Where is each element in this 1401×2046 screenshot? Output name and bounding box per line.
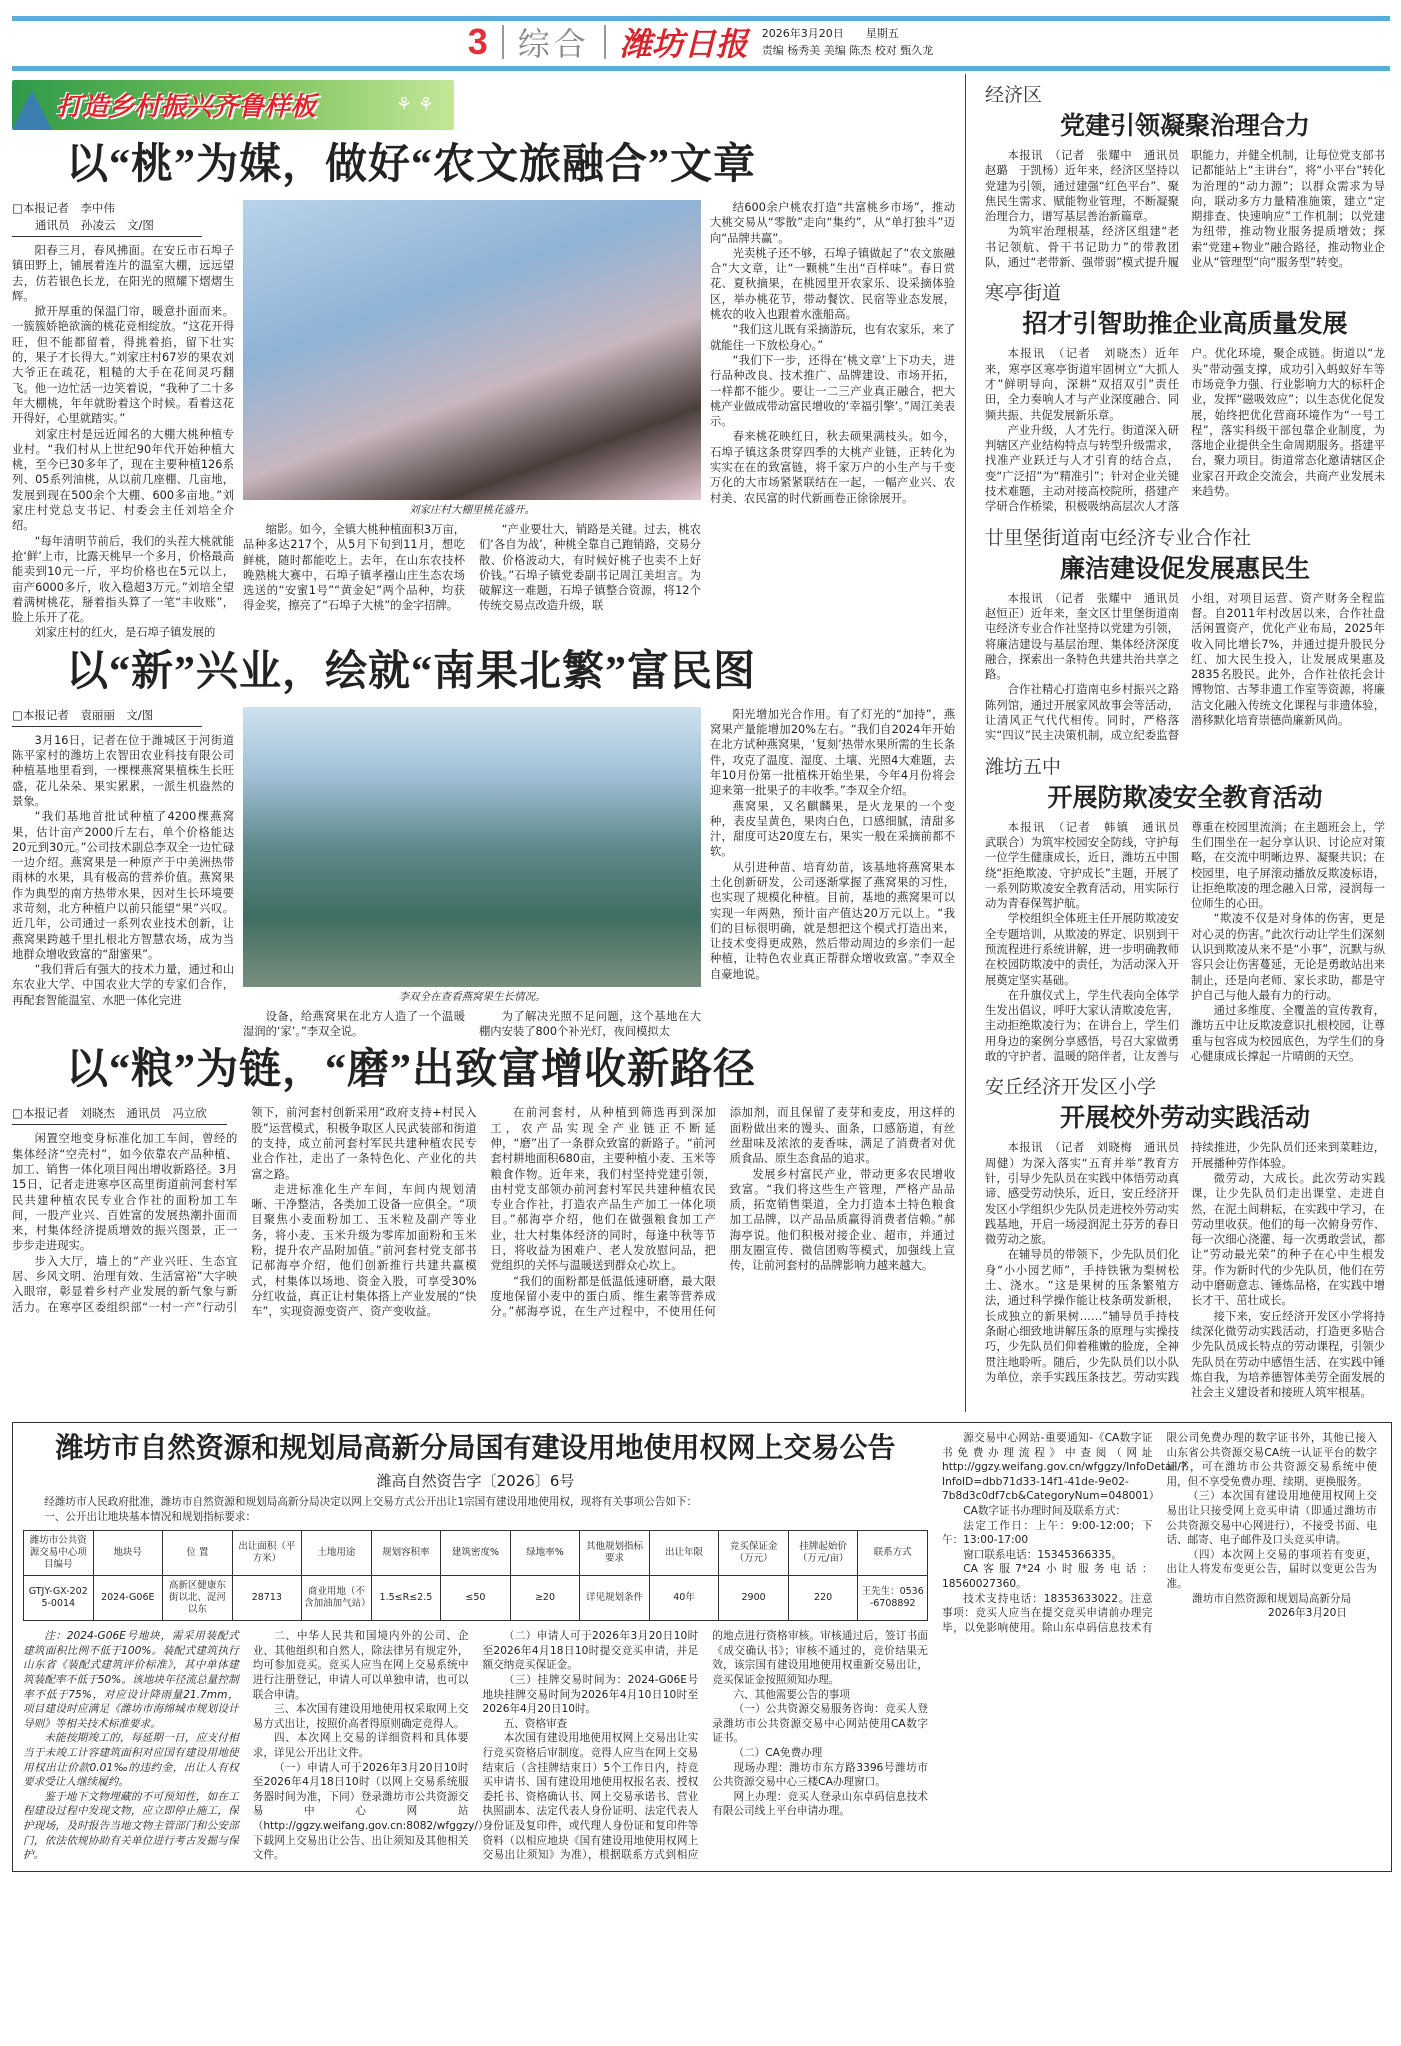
paragraph: 本报讯 （记者 张耀中 通讯员 赵恒正）近年来，奎文区廿里堡街道南屯经济专业合作社坚持以党建为引领，将廉洁建设与基层治理、集体经济深度融合，探索出一条特色共建共治共享之路。 bbox=[985, 591, 1191, 682]
news-headline: 党建引领凝聚治理合力 bbox=[1059, 111, 1310, 140]
paragraph: 燕窝果，又名麒麟果，是火龙果的一个变种，表皮呈黄色，果肉白色，口感细腻，清甜多汁，甜度可达20度左右，果实一般在采摘前都不软。 bbox=[710, 799, 955, 859]
banner-title: 打造乡村振兴齐鲁样板 bbox=[56, 92, 317, 122]
section-name: 综合 bbox=[517, 25, 590, 63]
table-header: 出让年限 bbox=[649, 1531, 719, 1576]
paragraph: 网上办理：竞买人登录山东卓码信息技术有限公司线上平台申请办理。 bbox=[712, 1790, 928, 1818]
article1-headline: 以“桃”为媒，做好“农文旅融合”文章 bbox=[66, 142, 757, 188]
announcement-title: 潍坊市自然资源和规划局高新分局国有建设用地使用权网上交易公告 bbox=[55, 1433, 896, 1464]
table-header: 地块号 bbox=[93, 1531, 163, 1576]
paragraph: “我们下一步，还得在‘桃文章’上下功夫，进行品种改良、技术推广、品牌建设、市场开拓，一样都不能少。要让一二三产业真正融合，把大桃产业做成带动富民增收的‘幸福引擎’。”周江美表示。 bbox=[710, 353, 955, 429]
table-cell: 商业用地（不含加油加气站） bbox=[302, 1576, 372, 1621]
paragraph: 阳光增加光合作用。有了灯光的“加持”，燕窝果产量能增加20%左右。“我们自2024年开始在北方试种燕窝果，‘复刻’热带水果所需的生长条件，攻克了温度、湿度、土壤、光照4大难题，去年10月份第一批植株开始坐果，今年4月份将会迎来第一批果子的丰收季。”李双全介绍。 bbox=[710, 707, 955, 798]
paragraph: 为筑牢治理根基，经济区组建“老书记领航、骨干书记助力”的带教团队，通过“老带新、强带弱”模式提升履职能力，并健全机制，让每位党支部书记都能站上“主讲台”，将“小平台”转化为治理的“动力源”；以群众需求为导向，联动多方力量精准施策，建立“定期排查、快速响应”工作机制；以党建为纽带，推动物业服务提质增效；探索“党建+物业”融合路径，推动物业企业从“管理型”向“服务型”转变。 bbox=[985, 149, 1385, 270]
news-kicker: 廿里堡街道南屯经济专业合作社 bbox=[985, 527, 1252, 549]
paragraph: 源交易中心网站-重要通知-《CA数字证书免费办理流程》中查阅（网址http://ggzy.weifang.gov.cn/wfggzy/InfoDetail/?InfoID=dbb71d33-14f1-41de-9e02-7b8d3c0df7cb&CategoryNum=048001） bbox=[942, 1432, 1187, 1503]
paragraph: “欺凌不仅是对身体的伤害，更是对心灵的伤害。”此次行动让学生们深刻认识到欺凌从来不是“小事”，沉默与纵容只会让伤害蔓延，无论是勇敢站出来制止，还是向老师、家长求助，都是守护自己与他人最有力的行动。 bbox=[1191, 912, 1385, 1002]
announcement-signature: 潍坊市自然资源和规划局高新分局 bbox=[1192, 1592, 1352, 1605]
article1-col1 bbox=[12, 200, 234, 641]
paragraph: 法定工作日：上午：9:00-12:00；下午：13:00-17:00 bbox=[942, 1519, 1153, 1547]
paragraph: “我们基地首批试种植了4200棵燕窝果，估计亩产2000斤左右，单个价格能达20元到30元。”公司技术副总李双全一边忙碌一边介绍。燕窝果是一种原产于中美洲热带雨林的水果，具有极高的营养价值。燕窝果作为典型的南方热带水果，因对生长环境要求苛刻，北方种植户以前只能望“果”兴叹。近几年，公司通过一系列农业技术创新，让燕窝果跨越千里扎根北方智慧农场，成为当地群众增收致富的“甜蜜果”。 bbox=[12, 810, 234, 961]
paragraph: 缩影。如今，全镇大桃种植面积3万亩，品种多达217个，从5月下旬到11月，想吃鲜桃，随时都能吃上。去年，在山东农技杯晚熟桃大赛中，石埠子镇孝襁山庄生态农场选送的“安蜜1号”“黄金妃”两个品种，均获得金奖，擦亮了“石埠子大桃”的金字招牌。 bbox=[243, 523, 465, 613]
paragraph: 本报讯 （记者 韩镇 通讯员 武联合）为筑牢校园安全防线，守护每一位学生健康成长，近日，潍坊五中围绕“拒绝欺凌、守护成长”主题，开展了一系列防欺凌安全教育活动，用实际行动为青春保驾护航。 bbox=[985, 820, 1191, 911]
news-kicker: 经济区 bbox=[985, 85, 1043, 106]
paragraph: 四、本次网上交易的详细资料和具体要求，详见公开出让文件。 bbox=[252, 1732, 469, 1759]
news-headline: 招才引智助推企业高质量发展 bbox=[1022, 309, 1348, 339]
column-divider bbox=[965, 74, 966, 1412]
news-headline: 廉洁建设促发展惠民生 bbox=[1059, 553, 1310, 583]
news-kicker: 潍坊五中 bbox=[985, 756, 1062, 778]
byline: □本报记者 袁丽丽 文/图 bbox=[12, 707, 202, 727]
paragraph: （二）CA免费办理 bbox=[733, 1746, 823, 1759]
paragraph: 通过多维度、全覆盖的宣传教育，潍坊五中让反欺凌意识扎根校园，让尊重与包容成为校园底色，为学生们的身心健康成长撑起一片晴朗的天空。 bbox=[1191, 1004, 1385, 1064]
paragraph: 技术支持电话：18353633022。注意事项：竞买人应当在提交竞买申请前办理完毕，以免影响使用。除山东卓码信息技术有限公司免费办理的数字证书外，其他已接入山东省公共资源交易CA统一认证平台的数字证书，可在潍坊市公共资源交易系统中使用，但不享受免费办理、续期、更换服务。 bbox=[942, 1432, 1377, 1634]
paragraph: （一）申请人可于2026年3月20日10时至2026年4月18日10时（以网上交易系统服务器时间为准，下同）登录潍坊市公共资源交易中心网站（http://ggzy.weifang.gov.cn:8082/wfggzy/）下载网上交易出让公告、出让须知及其他相关文件。 bbox=[252, 1761, 489, 1862]
news-headline: 开展校外劳动实践活动 bbox=[1059, 1103, 1310, 1133]
paragraph: CA数字证书办理时间及联系方式： bbox=[963, 1504, 1127, 1517]
paragraph: “产业要壮大，销路是关键。过去，桃农们‘各自为战’，种桃全靠自己跑销路，交易分散、价格波动大，有时候好桃子也卖不上好价钱。”石埠子镇党委副书记周江美坦言。为破解这一难题，石埠子镇整合资源，将12个传统交易点改造升级，联 bbox=[479, 523, 701, 613]
bottom-rule bbox=[12, 66, 1390, 71]
article2-col4 bbox=[710, 707, 955, 982]
page-number: 3 bbox=[467, 21, 488, 62]
editor-credits: 责编 杨秀美 美编 陈杰 校对 甄久龙 bbox=[761, 44, 934, 57]
article2-photo-block bbox=[243, 707, 701, 1040]
paragraph: 本次国有建设用地使用权网上交易出让实行竞买资格后审制度。竞得人应当在网上交易结束后（含挂牌结束日）5个工作日内，持竞买申请书、国有建设用地使用权报名表、授权委托书、资格确认书、网上交易承诺书、营业执照副本、法定代表人身份证明、法定代表人身份证及复印件，或代理人身份证和复印件等资料（以相应地块《国有建设用地使用权网上交易出让须知》为准），根据联系方式到相应的地点进行资格审核。审核通过后，签订书面《成交确认书》；审核不通过的，竞价结果无效，该宗国有建设用地使用权重新交易出让，竞买保证金按照须知办理。 bbox=[482, 1630, 928, 1862]
issue-meta bbox=[762, 25, 933, 59]
article2-headline: 以“新”兴业，绘就“南果北繁”富民图 bbox=[66, 648, 757, 695]
article2-col1 bbox=[12, 707, 234, 1008]
mountain-icon bbox=[12, 90, 52, 130]
announcement-intro bbox=[23, 1495, 928, 1524]
paragraph: 刘家庄村是远近闻名的大棚大桃种植专业村。“我们村从上世纪90年代开始种植大桃，至今已30多年了，现在主要种植126系列、05系列油桃，从以前几座棚、几亩地，发展到现在500余个大棚、600多亩地。”刘家庄村党总支书记、村委会主任刘培全介绍。 bbox=[12, 427, 234, 533]
paragraph: （三）挂牌交易时间为：2024-G06E号地块挂牌交易时间为2026年4月10日10时至2026年4月20日10时。 bbox=[482, 1673, 699, 1716]
greenhouse-photo bbox=[243, 707, 701, 987]
article1-col3 bbox=[479, 522, 701, 614]
table-cell: 220 bbox=[788, 1576, 858, 1621]
article3-headline: 以“粮”为链，“磨”出致富增收新路径 bbox=[66, 1047, 757, 1094]
paragraph: CA客服7*24小时服务电话：18560027360。 bbox=[942, 1563, 1153, 1590]
paragraph: “每年清明节前后，我们的头茬大桃就能抢‘鲜’上市，比露天桃早一个多月，价格最高能卖到10元一斤，平均价格也在5元以上，亩产6000多斤，收入稳超3万元。”刘培全望着满树桃花，掰着指头算了一笔“丰收账”，脸上乐开了花。 bbox=[12, 534, 234, 625]
right-news-column bbox=[985, 84, 1385, 1412]
byline: □本报记者 刘晓杰 通讯员 冯立欣 bbox=[12, 1105, 227, 1125]
announcement-main bbox=[23, 1431, 928, 1863]
article1-col4 bbox=[710, 200, 955, 506]
article1-photo-block bbox=[243, 200, 701, 614]
paragraph: 在前河套村，从种植到筛选再到深加工，农产品实现全产业链正不断延伸，“磨”出了一条群众致富的新路子。“前河套村耕地面积680亩，主要种植小麦、玉米等粮食作物。近年来，我们村坚持党建引领，由村党支部领办前河套村军民共建种植农民专业合作社，打造农产品生产加工一体化项目。”郝海亭介绍，他们在做强粮食加工产业，壮大村集体经济的同时，每逢中秋等节日，将收益为困难户、老人发放慰问品，把党组织的关怀与温暖送到群众心坎上。 bbox=[490, 1106, 716, 1273]
paragraph: 本报讯 （记者 刘晓杰）近年来，寒亭区寒亭街道牢固树立“大抓人才”鲜明导向，深耕“双招双引”责任田，全力奏响人才与产业深度融合、同频共振、共促发展新乐章。 bbox=[985, 347, 1179, 422]
brief-news-item bbox=[985, 1076, 1385, 1400]
paragraph: （四）本次网上交易的事项若有变更，出让人将发布变更公告，届时以变更公告为准。 bbox=[1166, 1548, 1377, 1590]
table-cell: ≥20 bbox=[510, 1576, 580, 1621]
paragraph: 为了解决光照不足问题，这个基地在大棚内安装了800个补光灯，夜间模拟太 bbox=[479, 1009, 701, 1039]
news-kicker: 寒亭街道 bbox=[985, 283, 1062, 305]
table-cell: 40年 bbox=[649, 1576, 719, 1621]
paragraph: “我们背后有强大的技术力量，通过和山东农业大学、中国农业大学的专家们合作，再配套智能温室、水肥一体化完进 bbox=[12, 963, 234, 1007]
paragraph: 阳春三月，春风拂面。在安丘市石埠子镇田野上，铺展着连片的温室大棚，远远望去，仿若银色长龙，在阳光的照耀下熠熠生辉。 bbox=[12, 244, 234, 303]
article2 bbox=[12, 647, 955, 1040]
brief-news-item bbox=[985, 84, 1385, 270]
land-auction-announcement bbox=[12, 1422, 1392, 1872]
table-header: 位 置 bbox=[163, 1531, 233, 1576]
table-header: 建筑密度% bbox=[441, 1531, 511, 1576]
paragraph: 学校组织全体班主任开展防欺凌安全专题培训，从欺凌的界定、识别到干预流程进行系统讲解，进一步明确教师在校园防欺凌中的责任，为活动深入开展奠定坚实基础。 bbox=[985, 912, 1179, 987]
brief-news-item bbox=[985, 527, 1385, 744]
announcement-date: 2026年3月20日 bbox=[1268, 1607, 1347, 1620]
announcement-body-left bbox=[23, 1629, 928, 1863]
paragraph: 二、中华人民共和国境内外的公司、企业、其他组织和自然人，除法律另有规定外，均可参加竞买。竞买人应当在网上交易系统中进行注册登记，申请人可以单独申请，也可以联合申请。 bbox=[252, 1630, 469, 1701]
paragraph: 产业升级，人才先行。街道深入研判辖区产业结构特点与转型升级需求，找准产业跃迁与人才引育的结合点，变“广泛招”为“精准引”；针对企业关键技术难题，主动对接高校院所，搭建产学研合作桥梁，积极吸纳高层次人才落户。优化环境，聚企成链。街道以“龙头”带动强支撑，成功引入蚂蚁好车等市场竞争力强、行业影响力大的标杆企业，发挥“磁吸效应”；以生态优化促发展，始终把优化营商环境作为“一号工程”，落实科级干部包靠企业制度，为落地企业提供全生命周期服务。搭建平台，聚力项目。街道常态化邀请辖区企业家召开政企交流会，共商产业发展未来趋势。 bbox=[985, 347, 1385, 514]
news-kicker: 安丘经济开发区小学 bbox=[985, 1077, 1157, 1099]
paragraph: 本报讯 （记者 张耀中 通讯员 赵璐 于凯杨）近年来，经济区坚持以党建为引领，通过建强“红色平台”、聚焦民生需求、赋能物业管理，不断凝聚治理合力，谱写基层善治新篇章。 bbox=[985, 149, 1191, 224]
news-body bbox=[985, 1140, 1385, 1400]
photo-caption: 李双全在查看燕窝果生长情况。 bbox=[398, 990, 546, 1003]
paragraph: 刘家庄村的红火，是石埠子镇发展的 bbox=[34, 626, 216, 640]
wind-turbine-icon: ⚘ ⚘ bbox=[396, 94, 434, 115]
paragraph: “我们这儿既有采摘游玩，也有农家乐，来了就能住一下放松身心。” bbox=[710, 323, 955, 352]
table-header: 竞买保证金（万元） bbox=[719, 1531, 789, 1576]
table-header: 绿地率% bbox=[510, 1531, 580, 1576]
paragraph: 鉴于地下文物埋藏的不可预知性，如在工程建设过程中发现文物，应立即停止施工，保护现场，及时报告当地文物主管部门和公安部门，依法依规协助有关单位进行考古发掘与保护。 bbox=[23, 1790, 239, 1862]
paragraph: （二）申请人可于2026年3月20日10时至2026年4月18日10时提交竞买申请，并足额交纳竞买保证金。 bbox=[482, 1630, 699, 1672]
paragraph: 六、其他需要公告的事项 bbox=[733, 1688, 850, 1701]
paragraph: 设备，给燕窝果在北方人造了一个温暖湿润的‘家’。”李双全说。 bbox=[243, 1009, 465, 1039]
brief-news-item bbox=[985, 282, 1385, 514]
table-cell: 1.5≤R≤2.5 bbox=[371, 1576, 441, 1621]
byline: □本报记者 李中伟 通讯员 孙凌云 文/图 bbox=[12, 200, 202, 237]
paragraph: 未能按期竣工的，每延期一日，应支付相当于未竣工计容建筑面积对应国有建设用地使用权出让价款0.01‰的违约金，出让人有权要求受让人继续履约。 bbox=[23, 1732, 239, 1789]
table-cell: 高新区健康东街以北、浞河以东 bbox=[163, 1576, 233, 1621]
paragraph: 一、公开出让地块基本情况和规划指标要求： bbox=[44, 1510, 257, 1523]
paragraph: 三、本次国有建设用地使用权采取网上交易方式出让，按照价高者得原则确定竞得人。 bbox=[252, 1703, 469, 1730]
news-body bbox=[985, 346, 1385, 514]
article2-col3 bbox=[479, 1009, 701, 1040]
announcement-notes bbox=[23, 1629, 239, 1863]
paragraph: 3月16日，记者在位于潍城区于河街道陈平家村的潍坊上农智田农业科技有限公司种植基地里看到，一棵棵燕窝果植株生长旺盛，花儿朵朵、果实累累，一派生机盎然的景象。 bbox=[12, 733, 234, 808]
news-body bbox=[985, 591, 1385, 744]
paragraph: （三）本次国有建设用地使用权网上交易出让只接受网上竞买申请（即通过潍坊市公共资源交易中心网进行），不接受书面、电话、邮寄、电子邮件及口头竞买申请。 bbox=[1166, 1490, 1377, 1547]
table-row bbox=[24, 1576, 928, 1621]
table-cell: 28713 bbox=[232, 1576, 302, 1621]
paragraph: 现场办理：潍坊市东方路3396号潍坊市公共资源交易中心三楼CA办理窗口。 bbox=[712, 1761, 928, 1789]
announcement-body-right bbox=[942, 1431, 1377, 1635]
paragraph: 发展乡村富民产业，带动更多农民增收致富。“我们将这些生产管理，严格产品品质，拓宽销售渠道，全力打造本土特色粮食加工品牌，以产品品质赢得消费者信赖。”郝海亭说。他们积极对接企业、超市，并通过朋友圈宣传、微信团购等模式，加强线上宣传，让前河套村的品牌影响力越来越大。 bbox=[729, 1167, 955, 1273]
table-header: 出让面积（平方米） bbox=[232, 1531, 302, 1576]
news-headline: 开展防欺凌安全教育活动 bbox=[1047, 782, 1323, 812]
paragraph: （一）公共资源交易服务咨询：竞买人登录潍坊市公共资源交易中心网站使用CA数字证书。 bbox=[712, 1703, 928, 1745]
paragraph: 春来桃花映红日，秋去硕果满枝头。如今，石埠子镇这条贯穿四季的大桃产业链，正转化为实实在在的致富链，将千家万户的小生产与千变万化的大市场紧紧联结在一起，一幅产业兴、农村美、农民富的时代新画卷正徐徐展开。 bbox=[710, 430, 955, 505]
land-parcel-table bbox=[23, 1530, 928, 1621]
paragraph: 微劳动，大成长。此次劳动实践课，让少先队员们走出课堂、走进自然，在泥土间耕耘，在实践中学习，在劳动里收获。他们的每一次俯身劳作、每一次细心浇灌、每一次勇敢尝试，都让“劳动最光荣”的种子在心中生根发芽。作为新时代的少先队员，他们在劳动中磨砺意志、锤炼品格，在实践中增长才干、茁壮成长。 bbox=[1191, 1171, 1385, 1308]
table-cell: 王先生：0536-6708892 bbox=[858, 1576, 928, 1621]
peach-blossom-photo bbox=[243, 200, 701, 500]
divider bbox=[502, 25, 504, 59]
divider bbox=[604, 25, 606, 59]
paragraph: 从引进种苗、培育幼苗，该基地将燕窝果本土化创新研发，公司逐渐掌握了燕窝果的习性，也实现了规模化种植。目前，基地的燕窝果可以实现一年两熟，预计亩产值达20万元以上。“我们的目标很明确，就是想把这个模式打造出来，让技术变得更成熟，然后带动周边的乡亲们一起种植，让特色农业真正帮群众增收致富。”李双全自豪地说。 bbox=[710, 860, 955, 981]
brief-news-item bbox=[985, 756, 1385, 1065]
paragraph: 结600余户桃农打造“共富桃乡市场”，推动大桃交易从“零散”走向“集约”，从“单打独斗”迈向“品牌共赢”。 bbox=[710, 201, 955, 245]
masthead bbox=[0, 22, 1401, 62]
paragraph: 接下来，安丘经济开发区小学将持续深化微劳动实践活动，打造更多贴合少先队员成长特点的劳动课程，引领少先队员在劳动中感悟生活、在实践中锤炼自我，为培养德智体美劳全面发展的社会主义建设者和接班人筑牢根基。 bbox=[1191, 1309, 1385, 1400]
paragraph: 光卖桃子还不够，石埠子镇做起了“农文旅融合”大文章，让“一颗桃”生出“百样味”。春日赏花、夏秋摘果，在桃园里开农家乐、设采摘体验区，举办桃花节，带动餐饮、民宿等业态发展，桃农的收入也跟着水涨船高。 bbox=[710, 246, 955, 322]
table-cell: 2900 bbox=[719, 1576, 789, 1621]
paragraph: 在升旗仪式上，学生代表向全体学生发出倡议，呼吁大家认清欺凌危害，主动拒绝欺凌行为；在讲台上，学生们用身边的案例分享感悟，号召大家做勇敢的守护者、温暖的陪伴者，让友善与尊重在校园里流淌；在主题班会上，学生们围坐在一起分享认识、讨论应对策略，在交流中明晰边界、凝聚共识；在校园里，电子屏滚动播放反欺凌标语，让拒绝欺凌的理念融入日常，浸润每一位师生的心田。 bbox=[985, 820, 1385, 1064]
photo-caption: 刘家庄村大棚里桃花盛开。 bbox=[409, 504, 535, 516]
issue-date: 2026年3月20日 bbox=[761, 27, 844, 40]
article3-body bbox=[12, 1105, 955, 1319]
article1 bbox=[12, 140, 955, 641]
article2-col2 bbox=[243, 1009, 465, 1040]
table-cell: ≤50 bbox=[441, 1576, 511, 1621]
paragraph: 注：2024-G06E号地块，需采用装配式建筑面积比例不低于100%。装配式建筑执行山东省《装配式建筑评价标准》，其中单体建筑装配率不低于50%。该地块年径流总量控制率不低于75%，对应设计降雨量21.7mm，项目建设时应满足《潍坊市海绵城市规划设计导则》等相关技术标准要求。 bbox=[23, 1630, 239, 1730]
table-header: 其他规划指标要求 bbox=[580, 1531, 650, 1576]
paragraph: 经潍坊市人民政府批准，潍坊市自然资源和规划局高新分局决定以网上交易方式公开出让1宗国有建设用地使用权，现将有关事项公告如下： bbox=[44, 1496, 698, 1508]
paragraph: “我们的面粉都是低温低速研磨，最大限度地保留小麦中的蛋白质、维生素等营养成分。”郝海亭说，在生产过程中，不使用任何添加剂，而且保留了麦芽和麦皮，用这样的面粉做出来的馒头、面条，口感筋道，有丝丝甜味及浓浓的麦香味，满足了消费者对优质食品、原生态食品的追求。 bbox=[490, 1106, 955, 1319]
paragraph: 在辅导员的带领下，少先队员们化身“小小园艺师”，手持铁锹为梨树松土、浇水。“这是果树的压条繁殖方法，通过科学操作能让枝条萌发新根，长成独立的新果树……”辅导员手持枝条耐心细致地讲解压条的原理与实操技巧，少先队员们仰着稚嫩的脸庞，全神贯注地聆听。随后，少先队员们以小队为单位，亲手实践压条技艺。劳动实践持续推进，少先队员们还来到菜畦边，开展播种劳作体验。 bbox=[985, 1141, 1385, 1384]
paragraph: 闲置空地变身标准化加工车间，曾经的集体经济“空壳村”，如今依靠农产品种植、加工、销售一体化项目闯出增收新路径。3月15日，记者走进寒亭区高里街道前河套村军民共建种植农民专业合作社的面粉加工车间，一股产业兴、百姓富的发展热潮扑面而来，村集体经济提质增效的振兴图景，正一步步走进现实。 bbox=[12, 1132, 238, 1253]
news-body bbox=[985, 820, 1385, 1065]
paragraph: 窗口联系电话：15345366335。 bbox=[963, 1548, 1123, 1561]
table-cell: GTJY-GX-2025-0014 bbox=[24, 1576, 94, 1621]
table-header: 挂牌起始价（万元/亩） bbox=[788, 1531, 858, 1576]
section-banner bbox=[12, 80, 454, 130]
table-header: 土地用途 bbox=[302, 1531, 372, 1576]
table-header-row bbox=[24, 1531, 928, 1576]
table-header: 联系方式 bbox=[858, 1531, 928, 1576]
paragraph: 合作社精心打造南屯乡村振兴之路陈列馆，通过开展家风故事会等活动，让清风正气代代相传。同时，严格落实“四议”民主决策机制，成立纪委监督小组，对项目运营、资产财务全程监督。自2011年村改居以来，合作社盘活闲置资产，优化产业布局，2025年收入同比增长7%，并通过提升股民分红、加大民生投入，让发展成果惠及2835名股民。此外，合作社依托会计博物馆、古琴非遗工作室等资源，将廉洁文化融入传统文化课程与非遗体验，潜移默化培育崇德尚廉新风尚。 bbox=[985, 591, 1385, 743]
paragraph: 本报讯 （记者 刘晓梅 通讯员 周健）为深入落实“五育并举”教育方针，引导少先队员在实践中体悟劳动真谛、感受劳动快乐，近日，安丘经济开发区小学组织少先队员走进校外劳动实践基地，开启一场浸润泥土芬芳的春日微劳动之旅。 bbox=[985, 1141, 1191, 1247]
paragraph: 步入大厅，墙上的“产业兴旺、生态宜居、乡风文明、治理有效、生活富裕”大字映入眼帘，彰显着乡村产业发展的新气象与新活力。在寒亭区委组织部“一村一产”行动引领下，前河套村创新采用“政府支持+村民入股”运营模式，积极争取区人民武装部和街道的支持，成立前河套村军民共建种植农民专业合作社，走出了一条特色化、产业化的共富之路。 bbox=[12, 1106, 477, 1314]
article3 bbox=[12, 1045, 955, 1319]
paragraph: 五、资格审查 bbox=[503, 1717, 568, 1730]
table-cell: 详见规划条件 bbox=[580, 1576, 650, 1621]
issue-weekday: 星期五 bbox=[865, 27, 899, 40]
table-cell: 2024-G06E bbox=[93, 1576, 163, 1621]
table-header: 潍坊市公共资源交易中心项目编号 bbox=[24, 1531, 94, 1576]
document-number: 潍高自然资告字〔2026〕6号 bbox=[376, 1472, 575, 1490]
paragraph: 走进标准化生产车间，车间内规划清晰、干净整洁，各类加工设备一应俱全。“项目聚焦小麦面粉加工、玉米粒及副产等业务，将小麦、玉米升级为零库加面粉和玉米粉，提升农产品附加值。”前河套村党支部书记郝海亭介绍，他们创新推行共建共赢模式，村集体以场地、资金入股，可享受30%分红收益，真正让村集体搭上产业发展的“快车”，实现资源变资产、资产变收益。 bbox=[251, 1182, 477, 1319]
paper-logo: 潍坊日报 bbox=[619, 26, 748, 62]
news-body bbox=[985, 148, 1385, 270]
table-header: 规划容积率 bbox=[371, 1531, 441, 1576]
article1-col2 bbox=[243, 522, 465, 614]
main-news-column bbox=[12, 134, 955, 1319]
paragraph: 掀开厚重的保温门帘，暖意扑面而来。一簇簇娇艳欲滴的桃花竞相绽放。“这花开得旺，但不能都留着，得挑着掐，留下壮实的，果子才长得大。”刘家庄村67岁的果农刘大爷正在疏花，粗糙的大手在花间灵巧翻飞。他一边忙活一边笑着说，“我种了二十多年大棚桃，年年就盼着这个时候。看着这花开得好，心里就踏实。” bbox=[12, 305, 234, 426]
